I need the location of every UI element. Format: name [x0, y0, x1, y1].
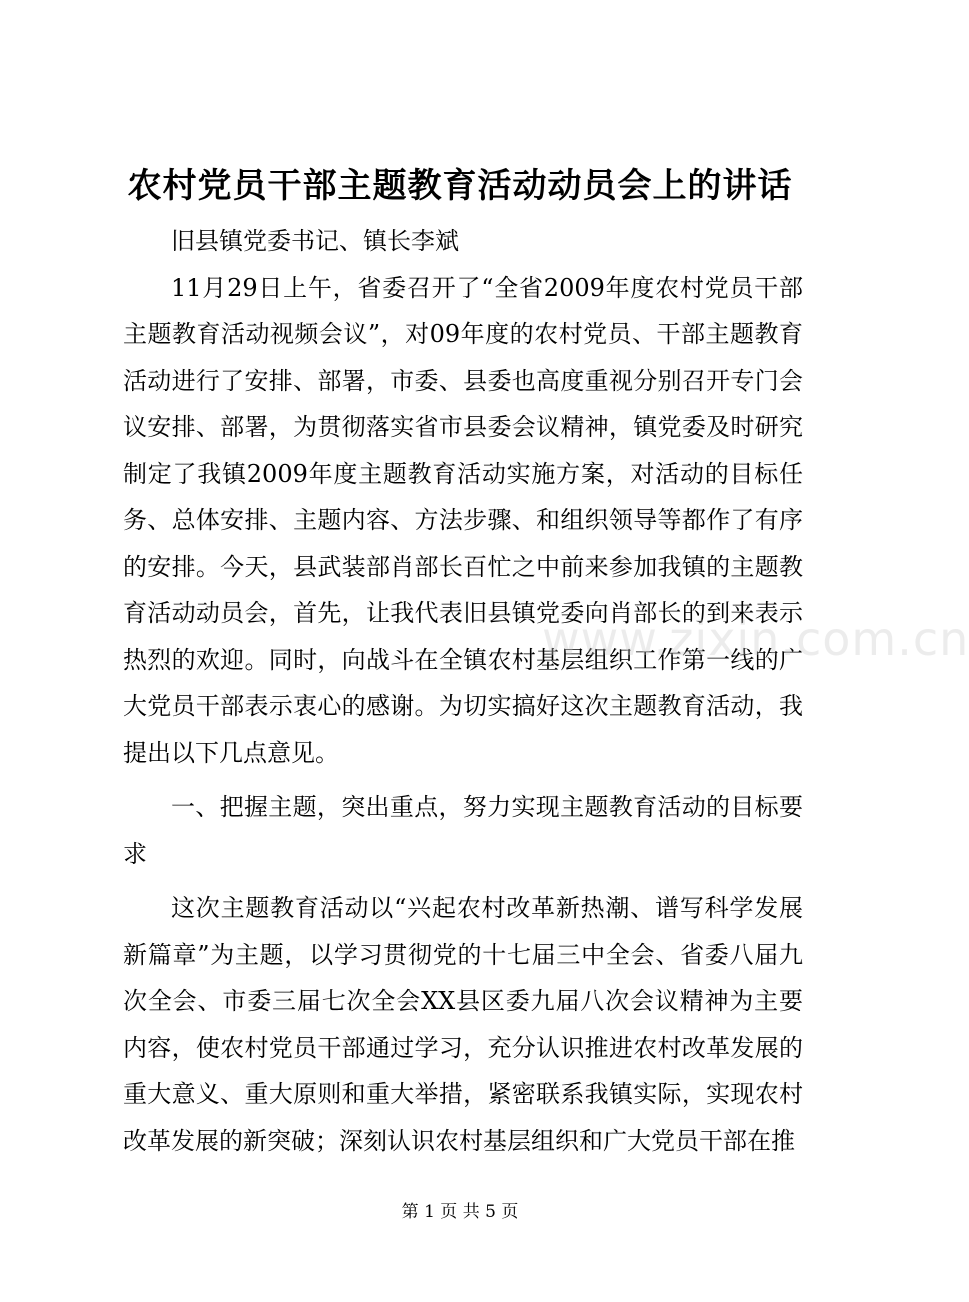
paragraph-1: 11月29日上午，省委召开了“全省2009年度农村党员干部主题教育活动视频会议”，对09年度的农村党员、干部主题教育活动进行了安排、部署，市委、县委也高度重视分别召开专门会议安排、部署，为贯彻落实省市县委会议精神，镇党委及时研究制定了我镇2009年度主题教育活动实施方案，对活动的目标任务、总体安排、主题内容、方法步骤、和组织领导等都作了有序的安排。今天，县武装部肖部长百忙之中前来参加我镇的主题教育活动动员会，首先，让我代表旧县镇党委向肖部长的到来表示热烈的欢迎。同时，向战斗在全镇农村基层组织工作第一线的广大党员干部表示衷心的感谢。为切实搞好这次主题教育活动，我提出以下几点意见。 [123, 273, 803, 767]
page-footer: 第 1 页 共 5 页 [401, 1202, 519, 1222]
author-line: 旧县镇党委书记、镇长李斌 [171, 227, 459, 255]
document-body [123, 218, 803, 1164]
paragraph-2: 这次主题教育活动以“兴起农村改革新热潮、谱写科学发展新篇章”为主题，以学习贯彻党的十七届三中全会、省委八届九次全会、市委三届七次全会XX县区委九届八次会议精神为主要内容，使农村党员干部通过学习，充分认识推进农村改革发展的重大意义、重大原则和重大举措，紧密联系我镇实际，实现农村改革发展的新突破；深刻认识农村基层组织和广大党员干部在推 [123, 894, 803, 1155]
document-title: 农村党员干部主题教育活动动员会上的讲话 [127, 166, 793, 206]
section-heading-1: 一、把握主题，突出重点，努力实现主题教育活动的目标要求 [123, 793, 803, 868]
watermark: www.zixin.com.cn [542, 612, 969, 666]
